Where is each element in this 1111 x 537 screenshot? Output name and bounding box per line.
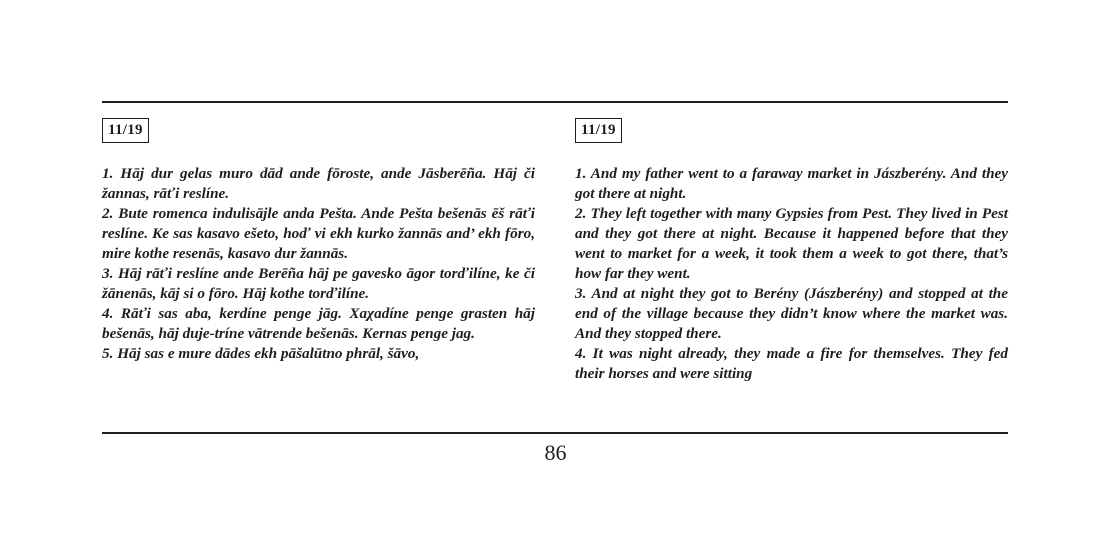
paragraph: 1. Hāj dur gelas muro dād ande fōroste, ande Jāsberēña. Hāj či žannas, rāťi reslíne. [102, 165, 535, 202]
paragraph: 4. Rāťi sas aba, kerdíne penge jāg. Xaχadíne penge grasten hāj bešenās, hāj duje-tríne vātrende bešenās. Kernas penge jag. [102, 305, 535, 342]
paragraph: 5. Hāj sas e mure dādes ekh pāšalūtno phrāl, šāvo, [102, 345, 420, 362]
paragraph: 2. They left together with many Gypsies from Pest. They lived in Pest and they got there at night. Because it happened before that they went to market for a week, it took them a week to got there, that’s how far they went. [575, 205, 1008, 282]
paragraph: 1. And my father went to a faraway market in Jászberény. And they got there at night. [575, 165, 1008, 202]
top-rule [102, 101, 1008, 103]
page-number: 86 [544, 440, 567, 465]
left-column [102, 118, 535, 364]
paragraph: 3. And at night they got to Berény (Jászberény) and stopped at the end of the village because they didn’t know where the market was. And they stopped there. [575, 285, 1008, 342]
paragraph: 3. Hāj rāťi reslíne ande Berēña hāj pe gavesko āgor torďilíne, ke či žānenās, kāj si o fōro. Hāj kothe torďilíne. [102, 265, 535, 302]
paragraph: 4. It was night already, they made a fire for themselves. They fed their horses and were sitting [575, 345, 1008, 382]
section-label: 11/19 [575, 118, 622, 143]
right-column [575, 118, 1008, 384]
section-label: 11/19 [102, 118, 149, 143]
bottom-rule [102, 432, 1008, 434]
english-text [575, 164, 1008, 384]
romani-text [102, 164, 535, 364]
paragraph: 2. Bute romenca indulisājle anda Pešta. Ande Pešta bešenās ēš rāťi reslíne. Ke sas kasavo ešeto, hoď vi ekh kurko žannās and’ ekh fōro, mire kothe resenās, kasavo dur žannās. [102, 205, 535, 262]
